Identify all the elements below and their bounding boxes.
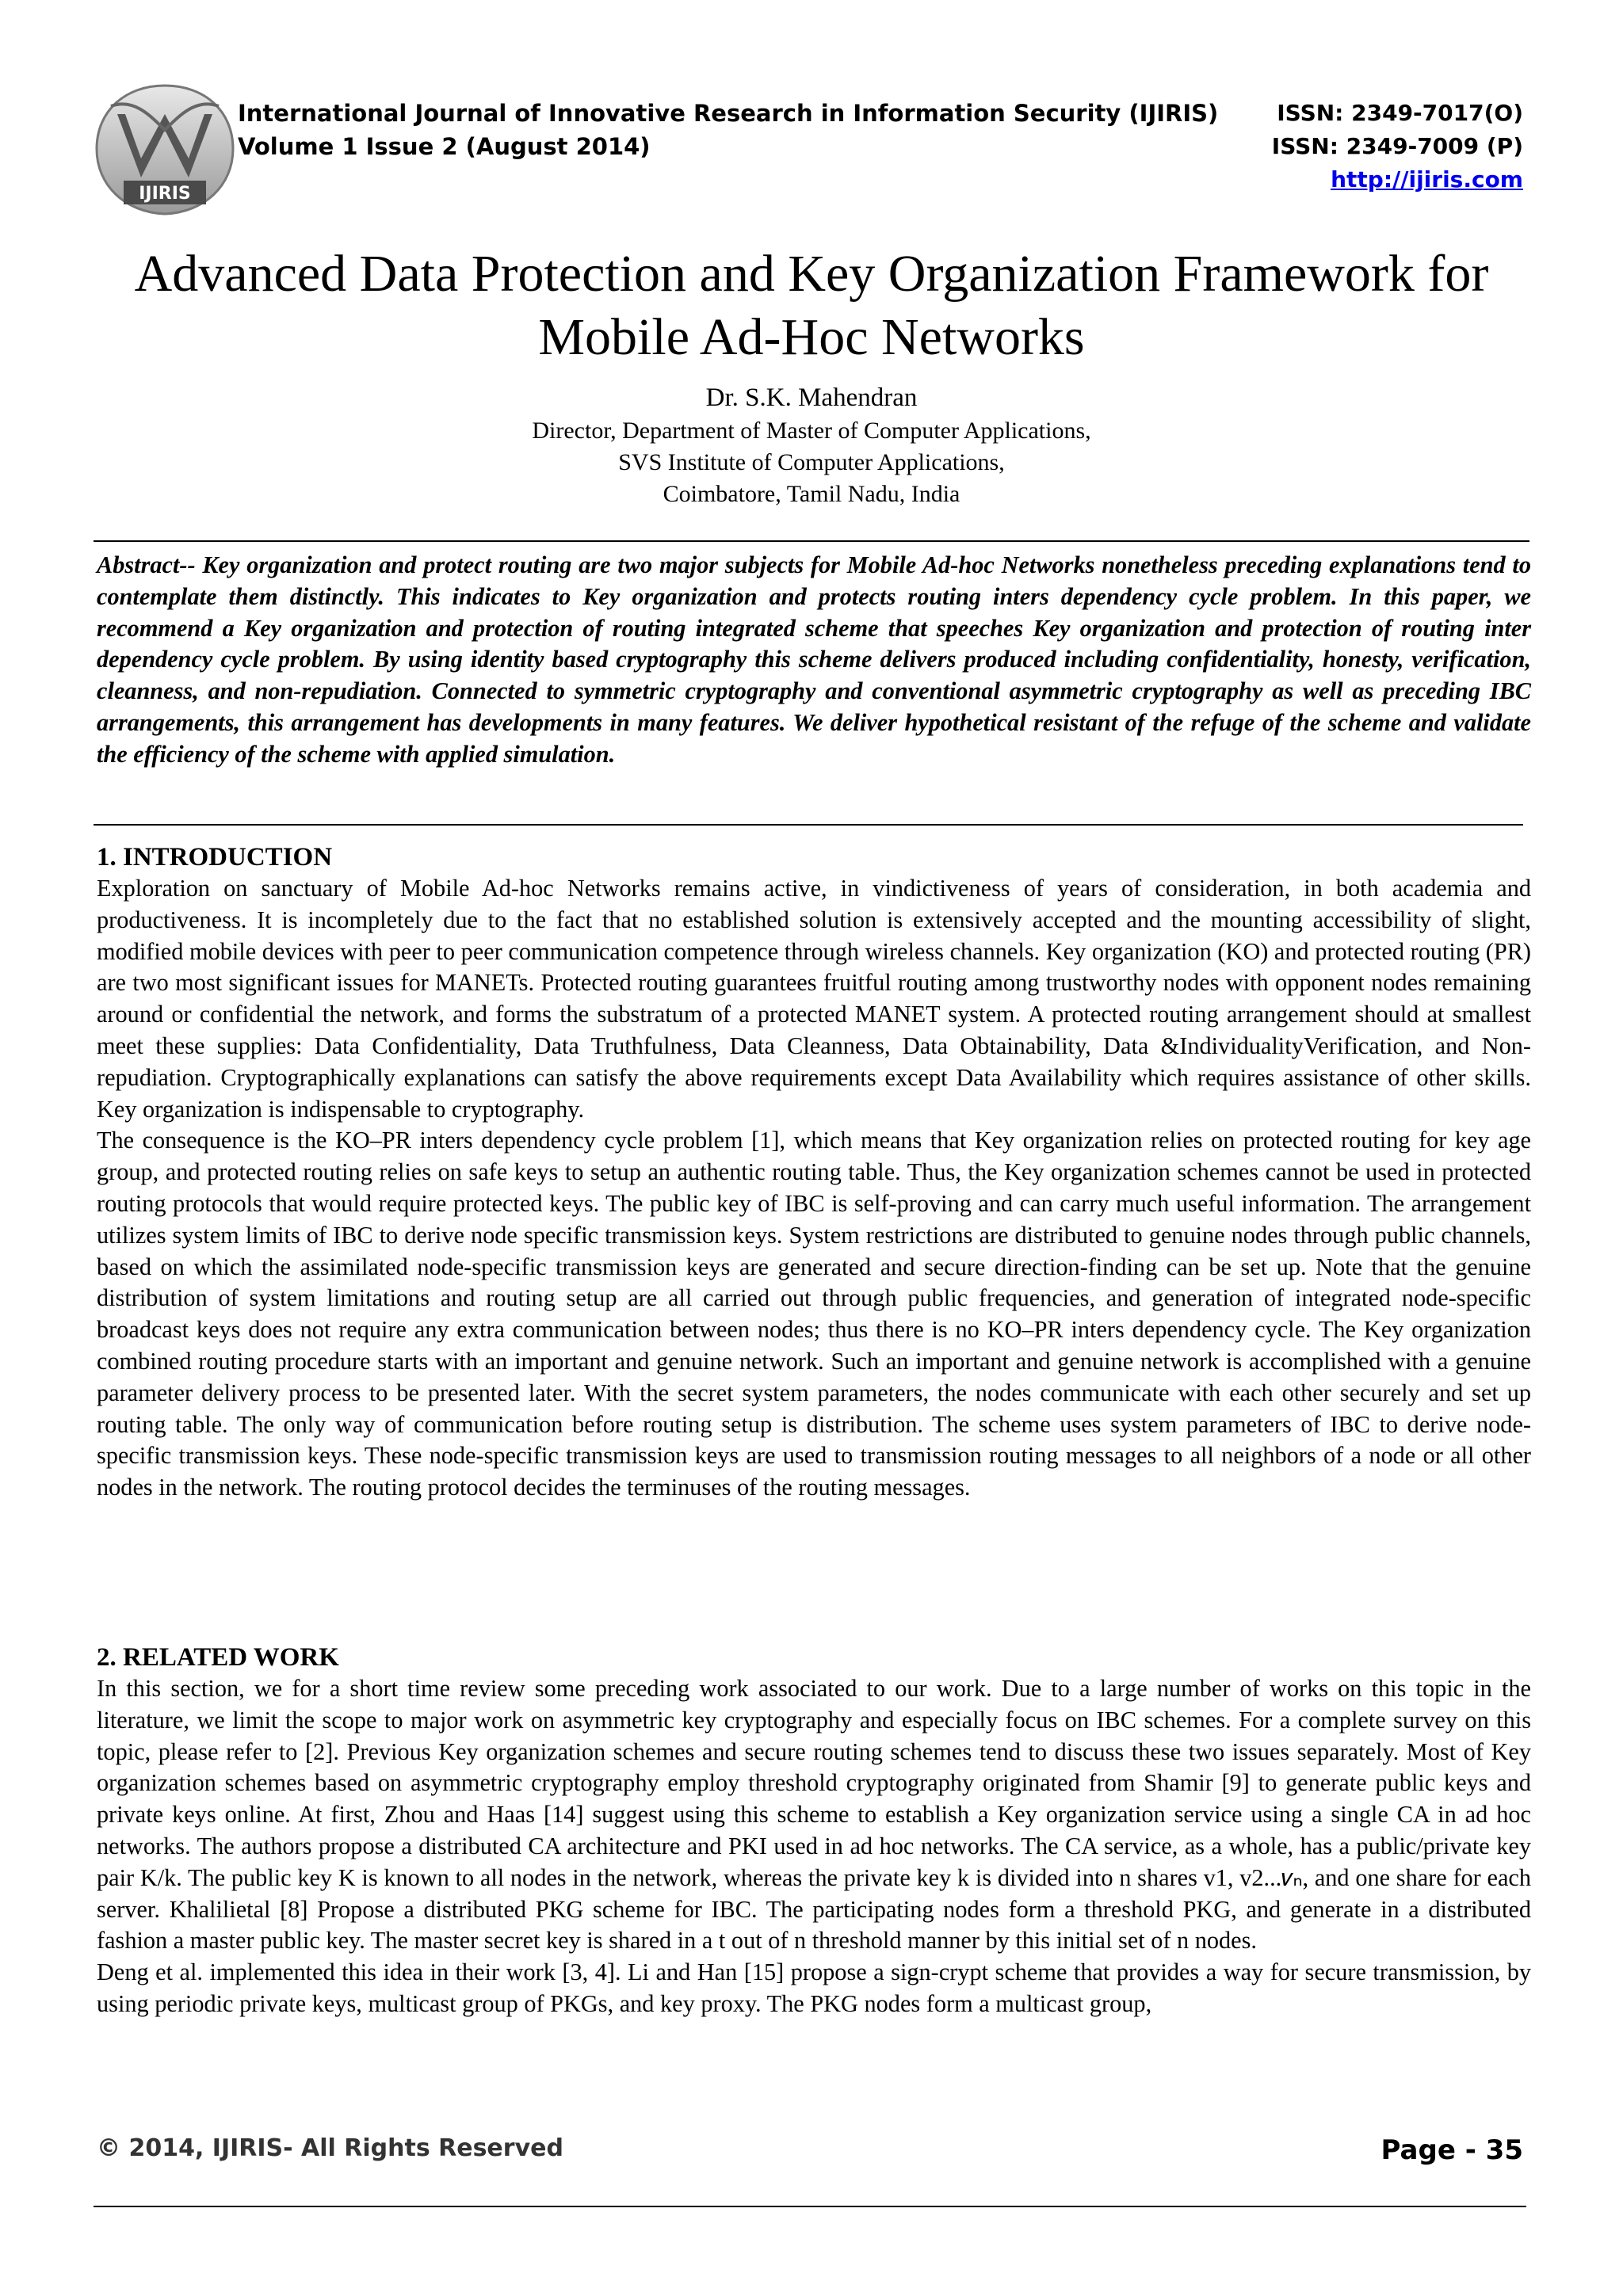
affiliation-line-2: SVS Institute of Computer Applications, xyxy=(618,449,1005,475)
section-heading: 1. INTRODUCTION xyxy=(97,843,333,871)
title-line-2: Mobile Ad-Hoc Networks xyxy=(538,308,1085,366)
journal-name: International Journal of Innovative Research in Information Security (IJIRIS) xyxy=(238,100,1219,127)
footer-copyright: © 2014, IJIRIS- All Rights Reserved xyxy=(97,2134,563,2162)
paragraph: Deng et al. implemented this idea in their work [3, 4]. Li and Han [15] propose a sign-crypt scheme that provides a way for secure transmission, by using periodic private keys, multicast group of PKGs, and key proxy. The PKG nodes form a multicast group, xyxy=(97,1958,1531,2017)
section-introduction xyxy=(97,841,1531,1504)
divider-abstract xyxy=(94,824,1523,826)
footer-page-number: Page - 35 xyxy=(1381,2134,1523,2166)
divider-top xyxy=(94,540,1529,542)
section-heading: 2. RELATED WORK xyxy=(97,1643,339,1672)
author-block xyxy=(79,380,1544,510)
paper-title xyxy=(79,242,1544,369)
affiliation-line-3: Coimbatore, Tamil Nadu, India xyxy=(663,481,960,507)
issn-online: ISSN: 2349-7017(O) xyxy=(1277,100,1523,126)
journal-info xyxy=(238,97,1268,163)
paragraph: The consequence is the KO–PR inters dependency cycle problem [1], which means that Key organization relies on protected routing for key age group, and protected routing relies on safe keys to setup an authentic routing table. Thus, the Key organization schemes cannot be used in protected routing protocols that would require protected keys. The public key of IBC is self-proving and can carry much useful information. The arrangement utilizes system limits of IBC to derive node specific transmission keys. System restrictions are distributed to genuine nodes through public channels, based on which the assimilated node-specific transmission keys are generated and secure direction-finding can be set up. Note that the genuine distribution of system limitations and routing setup are all carried out through public frequencies, and generation of integrated node-specific broadcast keys does not require any extra communication between nodes; thus there is no KO–PR inters dependency cycle. The Key organization combined routing procedure starts with an important and genuine network. Such an important and genuine network is accomplished with a genuine parameter delivery process to be presented later. With the secret system parameters, the nodes communicate with each other securely and set up routing table. The only way of communication before routing setup is distribution. The scheme uses system parameters of IBC to derive node-specific transmission keys. These node-specific transmission keys are used to transmission routing messages to all neighbors of a node or all other nodes in the network. The routing protocol decides the terminuses of the routing messages. xyxy=(97,1127,1531,1501)
section-related-work xyxy=(97,1642,1531,2020)
issn-info xyxy=(1206,97,1523,196)
title-line-1: Advanced Data Protection and Key Organization Framework for xyxy=(134,245,1489,303)
logo-text: IJIRIS xyxy=(139,184,191,204)
author-name: Dr. S.K. Mahendran xyxy=(705,383,918,412)
journal-url-link[interactable]: http://ijiris.com xyxy=(1331,166,1523,193)
issn-print: ISSN: 2349-7009 (P) xyxy=(1271,133,1523,159)
affiliation-line-1: Director, Department of Master of Computer Applications, xyxy=(532,418,1091,444)
abstract: Abstract-- Key organization and protect routing are two major subjects for Mobile Ad-hoc Networks nonetheless preceding explanations tend to contemplate them distinctly. This indicates to Key organization and protects routing inters dependency cycle problem. In this paper, we recommend a Key organization and protection of routing integrated scheme that speeches Key organization and protection of routing inter dependency cycle problem. By using identity based cryptography this scheme delivers produced including confidentiality, honesty, verification, cleanness, and non-repudiation. Connected to symmetric cryptography and conventional asymmetric cryptography as well as preceding IBC arrangements, this arrangement has developments in many features. We deliver hypothetical resistant of the refuge of the scheme and validate the efficiency of the scheme with applied simulation. xyxy=(97,551,1531,768)
journal-logo-icon xyxy=(94,82,236,217)
divider-footer xyxy=(94,2206,1526,2207)
journal-volume: Volume 1 Issue 2 (August 2014) xyxy=(238,133,651,160)
paragraph: Exploration on sanctuary of Mobile Ad-hoc Networks remains active, in vindictiveness of years of consideration, in both academia and productiveness. It is incompletely due to the fact that no established solution is extensively accepted and the mounting accessibility of slight, modified mobile devices with peer to peer communication competence through wireless channels. Key organization (KO) and protected routing (PR) are two most significant issues for MANETs. Protected routing guarantees fruitful routing among trustworthy nodes with opponent nodes remaining around or confidential the network, and forms the substratum of a protected MANET system. A protected routing arrangement should at smallest meet these supplies: Data Confidentiality, Data Truthfulness, Data Cleanness, Data Obtainability, Data &IndividualityVerification, and Non-repudiation. Cryptographically explanations can satisfy the above requirements except Data Availability which requires assistance of other skills. Key organization is indispensable to cryptography. xyxy=(97,875,1531,1123)
paragraph: In this section, we for a short time review some preceding work associated to our work. Due to a large number of works on this topic in the literature, we limit the scope to major work on asymmetric key cryptography and especially focus on IBC schemes. For a complete survey on this topic, please refer to [2]. Previous Key organization schemes and secure routing schemes tend to discuss these two issues separately. Most of Key organization schemes based on asymmetric cryptography employ threshold cryptography originated from Shamir [9] to generate public keys and private keys online. At first, Zhou and Haas [14] suggest using this scheme to establish a Key organization service using a single CA in ad hoc networks. The authors propose a distributed CA architecture and PKI used in ad hoc networks. The CA service, as a whole, has a public/private key pair K/k. The public key K is known to all nodes in the network, whereas the private key k is divided into n shares v1, v2...𝑣ₙ, and one share for each server. Khalilietal [8] Propose a distributed PKG scheme for IBC. The participating nodes form a threshold PKG, and generate in a distributed fashion a master public key. The master secret key is shared in a t out of n threshold manner by this initial set of n nodes. xyxy=(97,1675,1531,1955)
